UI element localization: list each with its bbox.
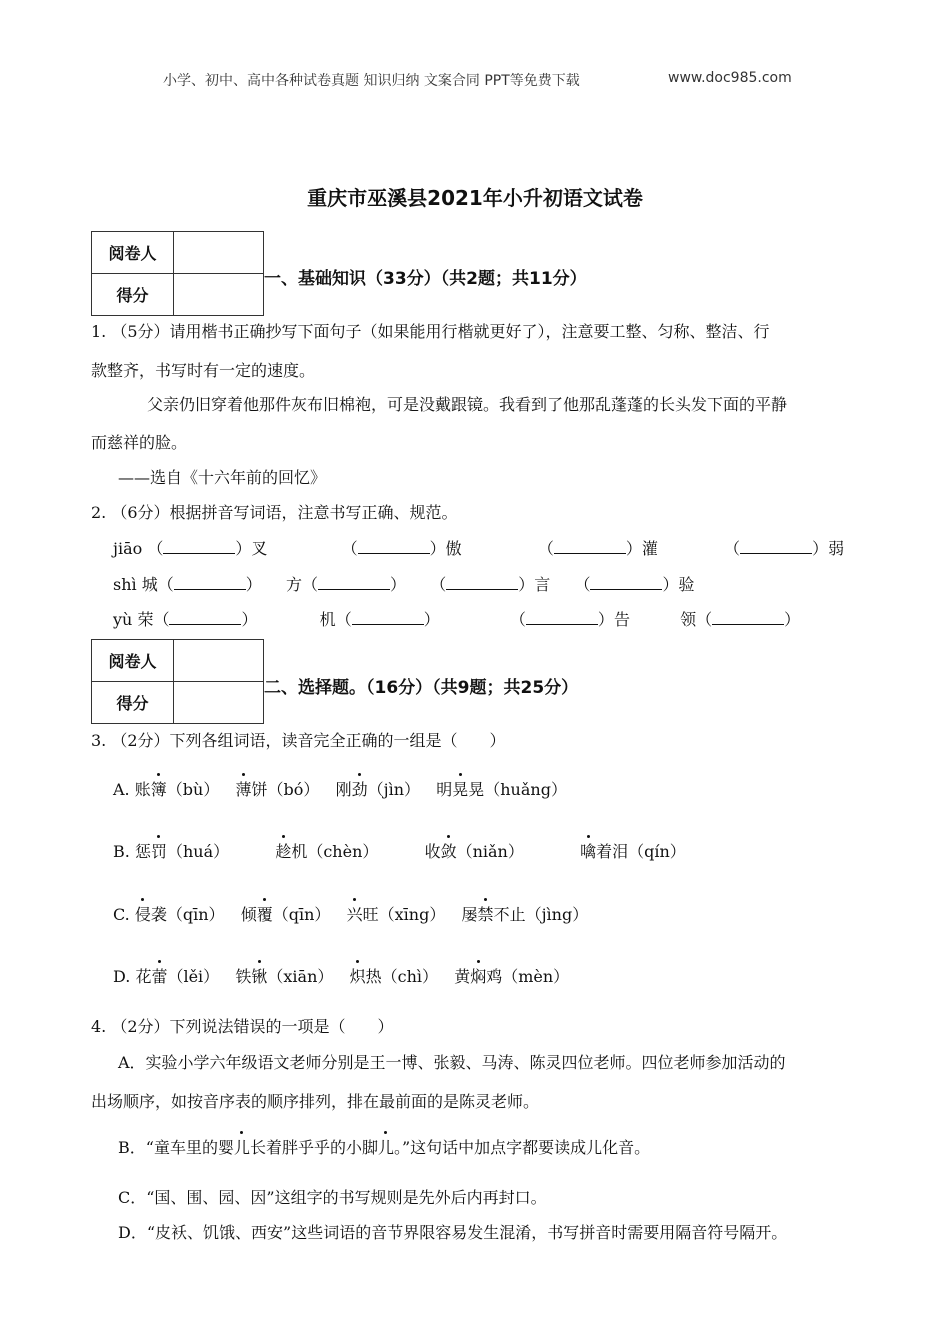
answer-blank[interactable] (163, 539, 235, 554)
q4-option-d[interactable]: D．“皮袄、饥饿、西安”这些词语的音节界限容易发生混淆，书写拼音时需要用隔音符号隔开。 (118, 1223, 788, 1242)
emphasis-dot-char: 炽 (350, 964, 366, 987)
answer-blank[interactable] (590, 575, 662, 590)
q3-option-d[interactable]: D. 花蕾（lěi） 铁锹（xiān） 炽热（chì） 黄焖鸡（mèn） (113, 964, 569, 987)
q3-option-a[interactable]: A. 账簿（bù） 薄饼（bó） 刚劲（jìn） 明晃晃（huǎng） (113, 777, 567, 800)
emphasis-dot-char: 侵 (135, 902, 151, 925)
answer-blank[interactable] (554, 539, 626, 554)
header-url: www.doc985.com (668, 70, 792, 86)
q2-row1-pinyin: jiāo (113, 539, 143, 558)
reviewer-cell (174, 232, 264, 274)
q2-word: 荣 (137, 610, 154, 629)
emphasis-dot-char: 晃 (452, 777, 468, 800)
emphasis-dot-char: 儿 (234, 1135, 250, 1158)
emphasis-dot-char: 罚 (151, 839, 167, 862)
q1-passage-line1: 父亲仍旧穿着他那件灰布旧棉袍，可是没戴跟镜。我看到了他那乱蓬蓬的长头发下面的平静 (147, 395, 788, 414)
answer-blank[interactable] (352, 610, 424, 625)
emphasis-dot-char: 劲 (352, 777, 368, 800)
emphasis-dot-char: 禁 (478, 902, 494, 925)
answer-blank[interactable] (740, 539, 812, 554)
score-label: 得分 (92, 274, 174, 316)
q2-word: 弱 (828, 539, 845, 558)
q2-row2: shì 城（ ） 方（ ） （ ）言 （ ）验 (113, 575, 695, 594)
q2-word: 傲 (445, 539, 462, 558)
emphasis-dot-char: 兴 (347, 902, 363, 925)
emphasis-dot-char: 焖 (470, 964, 486, 987)
q2-word: 叉 (251, 539, 268, 558)
emphasis-dot-char: 覆 (257, 902, 273, 925)
emphasis-dot-char: 薄 (236, 777, 252, 800)
q2-row3-pinyin: yù (113, 610, 133, 629)
q4-option-c[interactable]: C．“国、围、园、因”这组字的书写规则是先外后内再封口。 (118, 1188, 547, 1207)
q2-row1: jiāo （ ）叉 （ ）傲 （ ）灌 （ ）弱 (113, 539, 845, 558)
q3-stem: 3. （2分）下列各组词语，读音完全正确的一组是（ ） (91, 731, 506, 750)
emphasis-dot-char: 锹 (251, 964, 267, 987)
q2-word: 告 (613, 610, 630, 629)
q1-source: ——选自《十六年前的回忆》 (118, 468, 327, 487)
q2-stem: 2. （6分）根据拼音写词语，注意书写正确、规范。 (91, 503, 458, 522)
score-cell (174, 682, 264, 724)
emphasis-dot-char: 趁 (275, 839, 291, 862)
section-1-heading: 一、基础知识（33分）（共2题；共11分） (264, 269, 587, 289)
page-title: 重庆市巫溪县2021年小升初语文试卷 (307, 186, 643, 210)
answer-blank[interactable] (526, 610, 598, 625)
q2-word: 验 (678, 575, 695, 594)
emphasis-dot-char: 簿 (151, 777, 167, 800)
score-box-2 (91, 639, 264, 724)
q2-word: 方 (285, 575, 302, 594)
emphasis-dot-char: 噙 (580, 839, 596, 862)
reviewer-cell (174, 640, 264, 682)
q3-option-c[interactable]: C. 侵袭（qīn） 倾覆（qīn） 兴旺（xīng） 屡禁不止（jìng） (113, 902, 588, 925)
reviewer-label: 阅卷人 (92, 232, 174, 274)
reviewer-label: 阅卷人 (92, 640, 174, 682)
q2-row2-pinyin: shì (113, 575, 137, 594)
answer-blank[interactable] (169, 610, 241, 625)
answer-blank[interactable] (318, 575, 390, 590)
score-box-1 (91, 231, 264, 316)
emphasis-dot-char: 敛 (441, 839, 457, 862)
header-tagline: 小学、初中、高中各种试卷真题 知识归纳 文案合同 PPT等免费下载 (163, 73, 580, 89)
score-cell (174, 274, 264, 316)
q4-option-a-line2: 出场顺序，如按音序表的顺序排列，排在最前面的是陈灵老师。 (91, 1092, 540, 1111)
answer-blank[interactable] (174, 575, 246, 590)
q2-word: 灌 (641, 539, 658, 558)
q1-stem-line2: 款整齐，书写时有一定的速度。 (91, 361, 316, 380)
answer-blank[interactable] (712, 610, 784, 625)
score-label: 得分 (92, 682, 174, 724)
q2-word: 城 (141, 575, 158, 594)
q1-stem-line1: 1. （5分）请用楷书正确抄写下面句子（如果能用行楷就更好了），注意要工整、匀称、整洁、行 (91, 322, 770, 341)
emphasis-dot-char: 蕾 (151, 964, 167, 987)
section-2-heading: 二、选择题。（16分）（共9题；共25分） (264, 678, 579, 698)
answer-blank[interactable] (358, 539, 430, 554)
q2-word: 机 (319, 610, 336, 629)
q4-stem: 4. （2分）下列说法错误的一项是（ ） (91, 1017, 394, 1036)
answer-blank[interactable] (446, 575, 518, 590)
q4-option-a-line1[interactable]: A．实验小学六年级语文老师分别是王一博、张毅、马涛、陈灵四位老师。四位老师参加活动的 (118, 1053, 786, 1072)
q1-passage-line2: 而慈祥的脸。 (91, 433, 188, 452)
q4-option-b[interactable]: B．“童车里的婴儿长着胖乎乎的小脚儿。”这句话中加点字都要读成儿化音。 (118, 1135, 650, 1158)
q3-option-b[interactable]: B. 惩罚（huá） 趁机（chèn） 收敛（niǎn） 噙着泪（qín） (113, 839, 686, 862)
q2-word: 领 (680, 610, 697, 629)
emphasis-dot-char: 儿 (378, 1135, 394, 1158)
q2-row3: yù 荣（ ） 机（ ） （ ）告 领（ ） (113, 610, 801, 629)
q2-word: 言 (534, 575, 551, 594)
